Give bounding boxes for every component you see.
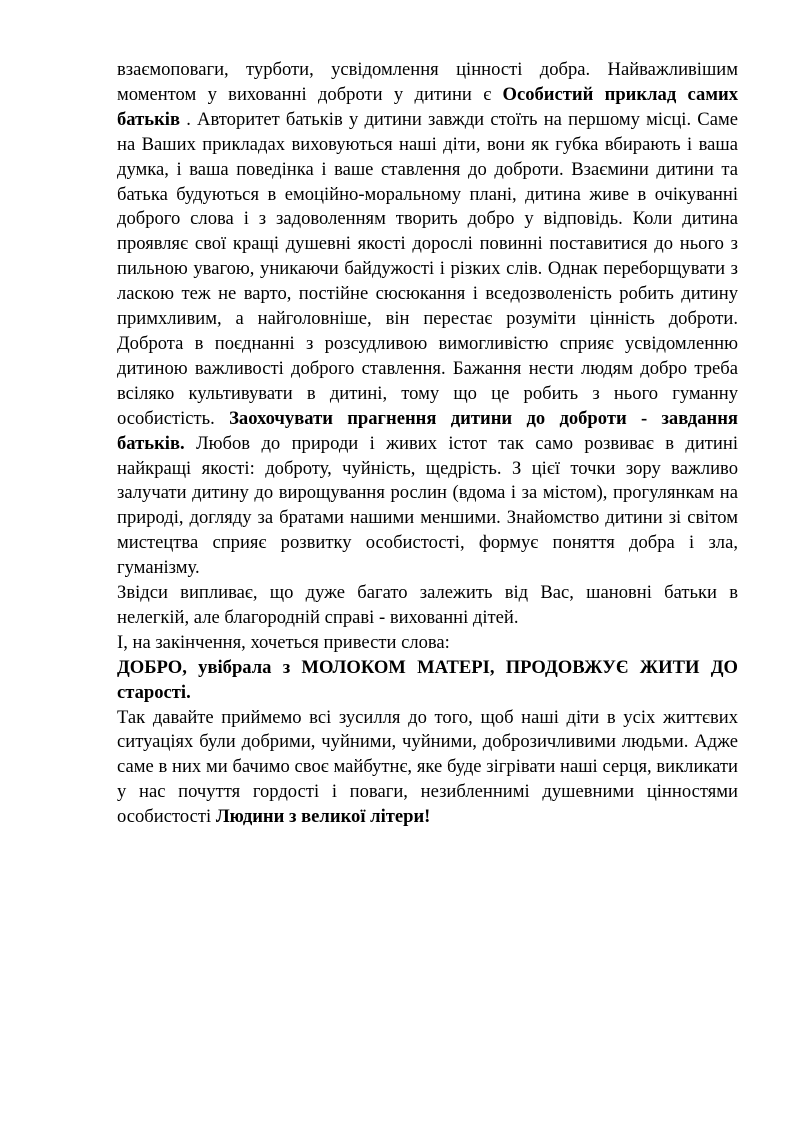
bold-phrase-personal-example: Особистий приклад самих батьків	[117, 83, 738, 130]
paragraph-quote	[117, 656, 738, 706]
text-run: Так давайте приймемо всі зусилля до того, щоб наші діти в усіх життєвих ситуаціях були добрими, чуйними, чуйними, доброзичливими людьми. Адже саме в них ми бачимо своє майбутнє, яке буде зігрівати наші серця, викликати у нас почуття гордості і поваги, незибленнимі душевними цінностями особистості	[117, 706, 738, 828]
document-page	[117, 58, 738, 830]
paragraph-final	[117, 706, 738, 831]
text-run: Любов до природи і живих істот так само розвиває в дитині найкращі якості: доброту, чуйність, щедрість. З цієї точки зору важливо залучати дитину до вирощування рослин (вдома і за містом), прогулянкам на природі, догляду за братами нашими меншими. Знайомство дитини зі світом мистецтва сприяє розвитку особистості, формує поняття добра і зла, гуманізму.	[117, 432, 738, 579]
text-run: взаємоповаги, турботи, усвідомлення цінності добра. Найважливішим моментом у вихованні доброти у дитини є	[117, 59, 738, 105]
bold-phrase-capital-person: Людини з великої літери!	[215, 806, 431, 828]
text-run: І, на закінчення, хочеться привести слова:	[117, 631, 450, 653]
bold-phrase-parents-task: Заохочувати прагнення дитини до доброти - завдання батьків.	[117, 407, 738, 454]
text-run: . Авторитет батьків у дитини завжди стоїть на першому місці. Саме на Ваших прикладах виховуються наші діти, вони як губка вбирають і ваша думка, і ваша поведінка і ваше ставлення до доброти. Взаємини дитини та батька будуються в емоційно-моральному плані, дитина живе в очікуванні доброго слова і з задоволенням творить добро у відповідь. Коли дитина проявляє свої кращі душевні якості дорослі повинні поставитися до нього з пильною увагою, уникаючи байдужості і різких слів. Однак переборщувати з ласкою теж не варто, постійне сюсюкання і вседозволеність робить дитину примхливим, а найголовніше, він перестає розуміти цінність доброти. Доброта в поєднанні з розсудливою вимогливістю сприяє усвідомленню дитиною важливості доброго ставлення. Бажання нести людям добро треба всіляко культивувати в дитині, тому що це робить з нього гуманну особистість.	[117, 108, 738, 429]
paragraph-conclusion	[117, 581, 738, 631]
paragraph-closing-intro	[117, 631, 738, 656]
paragraph-upbringing-kindness	[117, 58, 738, 581]
bold-quote: ДОБРО, увібрала з МОЛОКОМ МАТЕРІ, ПРОДОВЖУЄ ЖИТИ ДО старості.	[117, 656, 738, 703]
text-run: Звідси випливає, що дуже багато залежить від Вас, шановні батьки в нелегкій, але благородній справі - вихованні дітей.	[117, 582, 738, 628]
